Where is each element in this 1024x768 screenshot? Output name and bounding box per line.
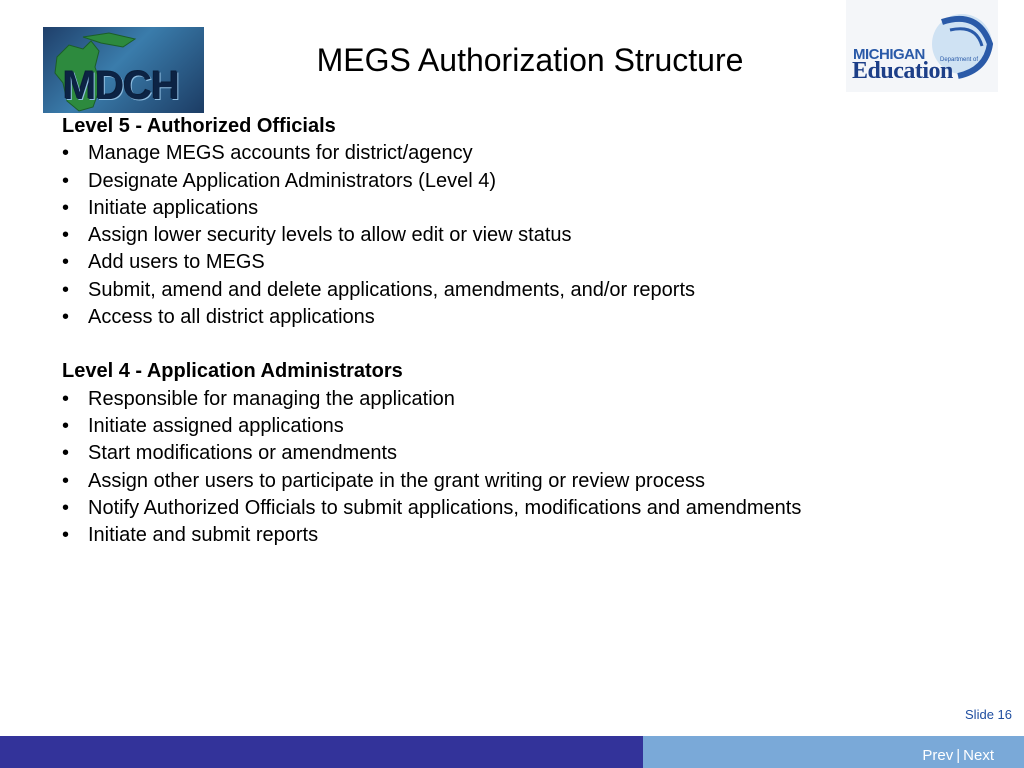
bullet-item: • Submit, amend and delete applications, amendments, and/or reports <box>62 277 962 304</box>
level-5-bullet-list <box>62 140 962 331</box>
bullet-item: • Designate Application Administrators (Level 4) <box>62 168 962 195</box>
bullet-item: • Notify Authorized Officials to submit applications, modifications and amendments <box>62 495 962 522</box>
next-link[interactable]: Next <box>963 747 994 764</box>
mde-state-text: MICHIGAN <box>853 46 925 63</box>
bullet-item: • Start modifications or amendments <box>62 440 962 467</box>
bullet-item: • Manage MEGS accounts for district/agency <box>62 140 962 167</box>
bullet-item: • Assign lower security levels to allow edit or view status <box>62 222 962 249</box>
mde-logo <box>846 0 998 92</box>
mde-dept-text: Department of <box>940 57 979 63</box>
bullet-item: • Responsible for managing the application <box>62 386 962 413</box>
nav-separator: | <box>956 747 961 764</box>
section-heading-level-5: Level 5 - Authorized Officials <box>62 115 336 137</box>
level-4-bullet-list <box>62 386 962 550</box>
slide-title: MEGS Authorization Structure <box>316 42 744 78</box>
bullet-item: • Initiate assigned applications <box>62 413 962 440</box>
bullet-item: • Add users to MEGS <box>62 249 962 276</box>
prev-link[interactable]: Prev <box>922 747 954 764</box>
mde-subject-text: Education <box>852 58 953 84</box>
bullet-item: • Initiate applications <box>62 195 962 222</box>
section-spacer <box>62 331 962 358</box>
bullet-item: • Assign other users to participate in the grant writing or review process <box>62 468 962 495</box>
footer-bar-dark <box>0 736 643 768</box>
section-heading-level-4: Level 4 - Application Administrators <box>62 360 403 383</box>
slide-number: Slide 16 <box>965 707 1012 722</box>
bullet-item: • Access to all district applications <box>62 304 962 331</box>
mdch-logo <box>43 27 204 113</box>
mdch-logo-text: MDCH <box>63 64 179 108</box>
slide-navigation <box>922 747 994 764</box>
bullet-item: • Initiate and submit reports <box>62 522 962 549</box>
slide-content <box>62 113 962 549</box>
